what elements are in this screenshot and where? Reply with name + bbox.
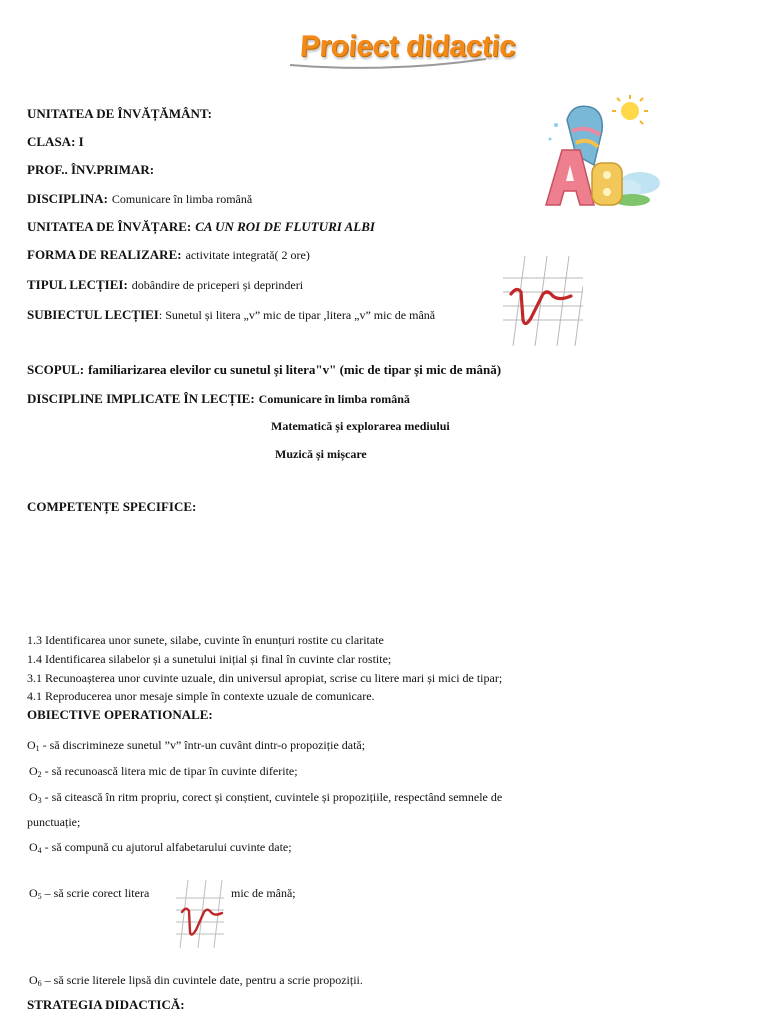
forma-line [27, 246, 310, 264]
handwritten-v-image [503, 256, 583, 348]
competenta-item: 1.4 Identificarea silabelor și a sunetului inițial și final în cuvinte clar rostite; [27, 652, 392, 666]
objective-index: 6 [37, 979, 42, 988]
scopul-line [27, 361, 501, 379]
objective-text: - să discrimineze sunetul ”v” într-un cuvânt dintr-o propoziție dată; [39, 738, 366, 752]
scopul-label: SCOPUL: [27, 362, 85, 377]
objective-label: O [29, 790, 38, 804]
objective-text: – să scrie corect litera [41, 886, 150, 900]
handwritten-v-small-image [176, 880, 224, 950]
objective-text: - să recunoască litera mic de tipar în cuvinte diferite; [41, 764, 298, 778]
discipline-item: Matematică și explorarea mediului [271, 419, 450, 433]
objective-index: 5 [37, 892, 42, 901]
objective-o3 [29, 790, 502, 805]
disciplina-line [27, 190, 252, 208]
disciplina-value: Comunicare în limba română [111, 192, 253, 206]
unitatea-invatamant-label: UNITATEA DE ÎNVĂȚĂMÂNT: [27, 106, 212, 121]
forma-value: activitate integrată( 2 ore) [185, 248, 310, 262]
objective-text: – să scrie literele lipsă din cuvintele date, pentru a scrie propoziții. [41, 973, 363, 987]
tipul-value: dobândire de priceperi și deprinderi [131, 278, 304, 292]
competenta-item: 1.3 Identificarea unor sunete, silabe, cuvinte în enunțuri rostite cu claritate [27, 633, 384, 647]
objective-o5-after: mic de mână; [231, 886, 296, 900]
objective-index: 3 [37, 796, 42, 805]
strategia-heading: STRATEGIA DIDACTICĂ: [27, 997, 185, 1012]
unitatea-invatare-value: CA UN ROI DE FLUTURI ALBI [195, 219, 375, 234]
objective-o6 [29, 973, 363, 988]
objective-index: 4 [37, 846, 42, 855]
objective-text: - să citească în ritm propriu, corect și conștient, cuvintele și propozițiile, respectând semnele de [41, 790, 503, 804]
objective-label: O [29, 973, 38, 987]
objective-o3-continuation: punctuație; [27, 815, 81, 829]
objective-o5 [29, 886, 149, 901]
discipline-item: Muzică și mișcare [275, 447, 367, 461]
objective-text: - să compună cu ajutorul alfabetarului cuvinte date; [41, 840, 292, 854]
discipline-line [27, 390, 410, 408]
disciplina-label: DISCIPLINA: [27, 191, 108, 206]
objective-label: O [27, 738, 36, 752]
objective-o1 [27, 738, 365, 753]
competenta-item: 3.1 Recunoașterea unor cuvinte uzuale, din universul apropiat, scrise cu litere mari și mici de tipar; [27, 671, 503, 685]
objective-index: 1 [35, 744, 40, 753]
subiectul-value: : Sunetul și litera „v” mic de tipar ,litera „v” mic de mână [158, 308, 436, 322]
clasa-label: CLASA: I [27, 134, 84, 149]
obiective-heading: OBIECTIVE OPERATIONALE: [27, 707, 213, 722]
tipul-line [27, 276, 303, 294]
discipline-label: DISCIPLINE IMPLICATE ÎN LECȚIE: [27, 391, 255, 406]
objective-label: O [29, 764, 38, 778]
objective-label: O [29, 840, 38, 854]
scopul-value: familiarizarea elevilor cu sunetul și litera"v" (mic de tipar și mic de mână) [88, 362, 502, 377]
unitatea-invatare-label: UNITATEA DE ÎNVĂȚARE: [27, 219, 192, 234]
competente-heading: COMPETENȚE SPECIFICE: [27, 499, 197, 514]
discipline-item: Comunicare în limba română [258, 392, 410, 406]
subiectul-line [27, 306, 435, 324]
objective-o2 [29, 764, 298, 779]
objective-o4 [29, 840, 292, 855]
objective-index: 2 [37, 770, 42, 779]
unitatea-invatare-line [27, 218, 375, 236]
objective-label: O [29, 886, 38, 900]
subiectul-label: SUBIECTUL LECȚIEI [27, 307, 159, 322]
page-title: Proiect didactic [298, 30, 517, 63]
abc-clipart-image [532, 95, 662, 220]
prof-label: PROF.. ÎNV.PRIMAR: [27, 162, 155, 177]
forma-label: FORMA DE REALIZARE: [27, 247, 182, 262]
competenta-item: 4.1 Reproducerea unor mesaje simple în contexte uzuale de comunicare. [27, 689, 375, 703]
tipul-label: TIPUL LECȚIEI: [27, 277, 128, 292]
